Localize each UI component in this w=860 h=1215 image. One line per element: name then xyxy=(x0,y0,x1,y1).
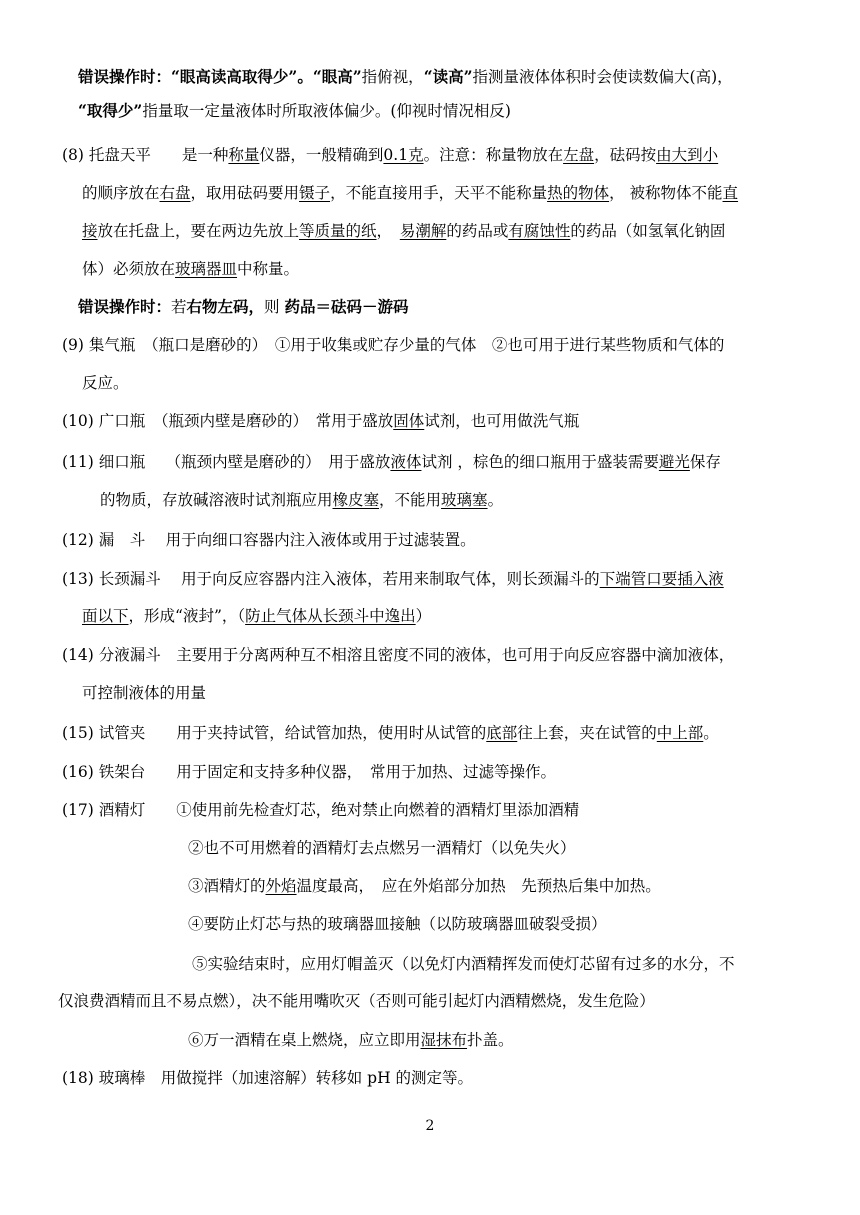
page-number: 2 xyxy=(425,1118,435,1134)
underlined-term: 橡皮塞 xyxy=(332,491,380,509)
text-line xyxy=(62,723,719,743)
text-segment: 试剂 ，棕色的细口瓶用于盛装需要 xyxy=(421,453,659,471)
underlined-term: 等质量的纸 xyxy=(299,222,377,240)
text-segment: ） xyxy=(415,607,432,625)
underlined-term: 底部 xyxy=(486,724,518,742)
text-segment: 指测量液体体积时会使读数偏大(高)， xyxy=(472,68,733,86)
text-segment: 扑盖。 xyxy=(467,1031,514,1049)
text-line xyxy=(82,259,299,279)
text-line xyxy=(78,101,511,121)
text-segment: ，不能直接用手，天平不能称量 xyxy=(330,184,548,202)
text-segment: ，取用砝码要用 xyxy=(190,184,300,202)
text-segment: 试剂，也可用做洗气瓶 xyxy=(424,412,580,430)
text-segment: 若 xyxy=(171,298,187,316)
text-segment: 仪器，一般精确到 xyxy=(259,146,384,164)
underlined-term: 热的物体 xyxy=(547,184,610,202)
text-segment: 。 xyxy=(487,491,504,509)
text-line xyxy=(62,530,476,550)
text-segment: 反应。 xyxy=(82,374,129,392)
underlined-term: 玻璃器皿 xyxy=(175,260,238,278)
text-segment: 的物质，存放碱溶液时试剂瓶应用 xyxy=(100,491,333,509)
text-segment: 指量取一定量液体时所取液体偏少。(仰视时情况相反) xyxy=(142,102,511,120)
text-segment: ，砝码按 xyxy=(594,146,657,164)
text-line xyxy=(188,876,661,896)
underlined-term: 固体 xyxy=(393,412,425,430)
text-line xyxy=(82,221,725,241)
text-line xyxy=(62,145,718,165)
underlined-term: 有腐蚀性 xyxy=(508,222,571,240)
text-segment: ，形成“液封”，（ xyxy=(128,607,246,625)
text-segment: (13) 长颈漏斗 用于向反应容器内注入液体，若用来制取气体，则长颈漏斗的 xyxy=(62,570,600,588)
text-segment: 体）必须放在 xyxy=(82,260,176,278)
text-line xyxy=(62,1068,473,1088)
underlined-term: 面以下 xyxy=(82,607,129,625)
text-segment: 指俯视， xyxy=(361,68,424,86)
underlined-term: 避光 xyxy=(658,453,690,471)
bold-text: “读高” xyxy=(423,67,473,86)
text-segment: (9) 集气瓶 （瓶口是磨砂的） ①用于收集或贮存少量的气体 ②也可用于进行某些物质和气体的 xyxy=(62,336,725,354)
text-segment: 的药品（如氢氧化钠固 xyxy=(570,222,726,240)
text-segment: (17) 酒精灯 ①使用前先检查灯芯，绝对禁止向燃着的酒精灯里添加酒精 xyxy=(62,801,580,819)
text-segment: 放在托盘上，要在两边先放上 xyxy=(97,222,300,240)
underlined-term: 直 xyxy=(722,184,739,202)
text-segment: ⑥万一酒精在桌上燃烧，应立即用 xyxy=(188,1031,421,1049)
text-segment: 。 xyxy=(703,724,719,742)
text-segment: 往上套，夹在试管的 xyxy=(517,724,657,742)
bold-text: 药品＝砝码－游码 xyxy=(284,297,409,316)
text-line xyxy=(192,954,735,974)
underlined-term: 镊子 xyxy=(299,184,331,202)
underlined-term: 防止气体从长颈斗中逸出 xyxy=(245,607,416,625)
underlined-term: 接 xyxy=(82,222,98,240)
text-line xyxy=(82,183,738,203)
text-segment: ④要防止灯芯与热的玻璃器皿接触（以防玻璃器皿破裂受损） xyxy=(188,915,607,933)
underlined-term: 下端管口要插入液 xyxy=(599,570,724,588)
text-line xyxy=(100,490,503,510)
text-segment: 可控制液体的用量 xyxy=(82,684,207,702)
text-line xyxy=(62,645,734,665)
bold-text: 右物左码， xyxy=(186,297,265,316)
underlined-term: 液体 xyxy=(390,453,422,471)
text-segment: (18) 玻璃棒 用做搅拌（加速溶解）转移如 pH 的测定等。 xyxy=(62,1069,474,1087)
underlined-term: 玻璃塞 xyxy=(441,491,488,509)
underlined-term: 湿抹布 xyxy=(420,1031,468,1049)
text-segment: (15) 试管夹 用于夹持试管，给试管加热，使用时从试管的 xyxy=(62,724,487,742)
text-segment: 中称量。 xyxy=(237,260,300,278)
bold-text: 错误操作时：“眼高读高取得少”。“眼高” xyxy=(78,67,362,86)
underlined-term: 右盘 xyxy=(159,184,191,202)
text-segment: ⑤实验结束时，应用灯帽盖灭（以免灯内酒精挥发而使灯芯留有过多的水分，不 xyxy=(192,955,735,973)
text-segment: (11) 细口瓶 （瓶颈内壁是磨砂的） 用于盛放 xyxy=(62,453,391,471)
text-line xyxy=(78,67,733,87)
underlined-term: 0.1克 xyxy=(383,146,424,164)
underlined-term: 左盘 xyxy=(563,146,595,164)
underlined-term: 中上部 xyxy=(656,724,704,742)
text-segment: 保存 xyxy=(689,453,721,471)
text-segment: (8) 托盘天平 是一种 xyxy=(62,146,229,164)
text-line xyxy=(62,411,579,431)
text-segment: (16) 铁架台 用于固定和支持多种仪器， 常用于加热、过滤等操作。 xyxy=(62,763,556,781)
bold-text: “取得少” xyxy=(78,101,143,120)
text-segment: ， xyxy=(376,222,400,240)
text-segment: ，不能用 xyxy=(379,491,442,509)
text-line xyxy=(82,373,129,393)
bold-text: 错误操作时： xyxy=(78,297,172,316)
text-segment: 。注意：称量物放在 xyxy=(423,146,564,164)
text-segment: 的药品或 xyxy=(446,222,509,240)
text-line xyxy=(62,800,579,820)
text-segment: 仅浪费酒精而且不易点燃），决不能用嘴吹灭（否则可能引起灯内酒精燃烧，发生危险） xyxy=(58,992,655,1010)
text-line xyxy=(82,606,431,626)
text-segment: 温度最高， 应在外焰部分加热 先预热后集中加热。 xyxy=(296,877,661,895)
text-line xyxy=(82,683,206,703)
text-line xyxy=(188,838,576,858)
underlined-term: 外焰 xyxy=(265,877,297,895)
text-line xyxy=(62,762,556,782)
text-line xyxy=(78,297,409,317)
text-line xyxy=(62,452,721,472)
text-segment: (12) 漏 斗 用于向细口容器内注入液体或用于过滤装置。 xyxy=(62,531,476,549)
text-line xyxy=(188,1030,514,1050)
text-line xyxy=(58,991,655,1011)
text-line xyxy=(62,569,724,589)
text-segment: ， 被称物体不能 xyxy=(609,184,723,202)
text-segment: (14) 分液漏斗 主要用于分离两种互不相溶且密度不同的液体，也可用于向反应容器中滴加液体， xyxy=(62,646,735,664)
text-segment: ③酒精灯的 xyxy=(188,877,266,895)
text-segment: 的顺序放在 xyxy=(82,184,160,202)
text-line xyxy=(62,335,724,355)
text-segment: ②也不可用燃着的酒精灯去点燃另一酒精灯（以免失火） xyxy=(188,839,576,857)
underlined-term: 称量 xyxy=(228,146,260,164)
underlined-term: 由大到小 xyxy=(656,146,719,164)
text-segment: (10) 广口瓶 （瓶颈内壁是磨砂的） 常用于盛放 xyxy=(62,412,394,430)
text-line xyxy=(188,914,607,934)
underlined-term: 易潮解 xyxy=(399,222,447,240)
text-segment: 则 xyxy=(264,298,285,316)
